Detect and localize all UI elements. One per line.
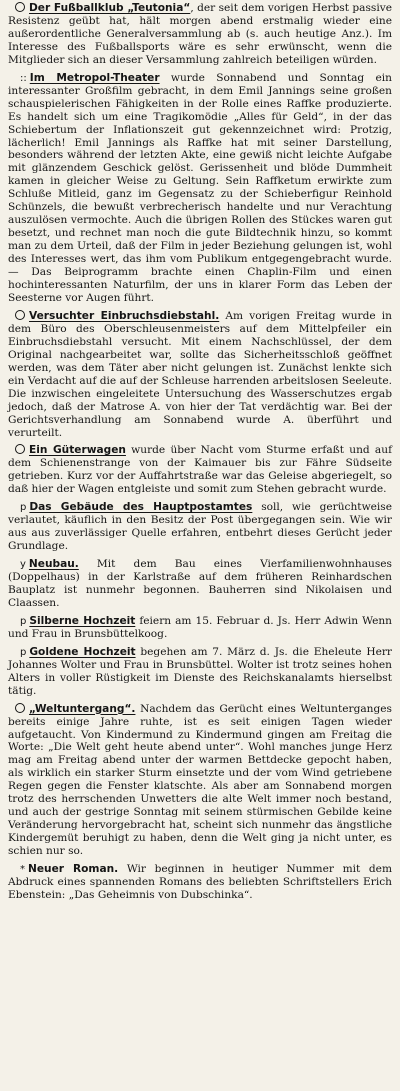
article-headline: Der Fußballklub „Teutonia“ <box>29 2 191 14</box>
article-body: Nachdem das Gerücht eines Weltunterganges bereits einige Jahre ruhte, ist es seit einigen Tagen wieder aufgetaucht. Von Kindermund zu Kindermund gingen am Freitag die Worte: „Die Welt geht heute abend unter“. Wohl manches junge Herz mag am Freitag abend unter der warmen Bettdecke gepocht haben, als wirklich ein starker Sturm einsetzte und der vom Wind getriebene Regen gegen die Fenster klatschte. Als aber am Sonnabend morgen trotz des herrschenden Unwetters die alte Welt immer noch bestand, und auch der gestrige Sonntag mit seinem stürmischen Gebilde keine Veränderung hervorgebracht hat, scheint sich nunmehr das ängstliche Kindergemüt beruhigt zu haben, denn die Welt ging ja nicht unter, es schien nur so. <box>8 702 392 858</box>
article-body: Mit dem Bau eines Vierfamilienwohnhauses (Doppelhaus) in der Karlstraße auf dem früheren Reinhardschen Bauplatz ist nunmehr begonnen. Bauherren sind Nikolaisen und Claassen. <box>8 558 392 609</box>
article-body: , der seit dem vorigen Herbst passive Resistenz geübt hat, hält morgen abend erstmalig wieder eine außerordentliche Generalversammlung ab (s. auch heutige Anz.). Im Interesse des Fußballsports wäre es sehr erwünscht, wenn die Mitglieder sich an dieser Versammlung zahlreich beteiligen würden. <box>8 2 393 66</box>
section-marker: p <box>20 615 27 627</box>
article-headline: Silberne Hochzeit <box>29 614 136 627</box>
article-body: wurde über Nacht vom Sturme erfaßt und auf dem Schienenstrange von der Kaimauer bis zur Fähre Südseite getrieben. Kurz vor der Auffahrtstraße war das Geleise abgeriegelt, so daß hier der Wagen entgleiste und somit zum Stehen gebracht wurde. <box>8 444 392 496</box>
article-headline: Das Gebäude des Hauptpostamtes <box>29 501 253 514</box>
circle-bullet-icon <box>15 2 25 12</box>
article-headline: Goldene Hochzeit <box>29 645 136 658</box>
article-fussballklub <box>8 2 392 67</box>
article-hauptpostamt <box>8 501 392 553</box>
article-headline: Neuer Roman. <box>28 863 119 876</box>
article-headline: Neubau. <box>28 558 79 571</box>
section-marker: p <box>20 502 27 514</box>
article-weltuntergang <box>8 703 392 858</box>
asterisk-marker: * <box>20 864 25 876</box>
article-body: Wir beginnen in heutiger Nummer mit dem Abdruck eines spannenden Romans des beliebten Schriftstellers Erich Ebenstein: „Das Geheimnis von Dubschinka“. <box>8 863 393 901</box>
article-einbruchsdiebstahl <box>8 310 392 440</box>
article-body: Am vorigen Freitag wurde in dem Büro des Oberschleusenmeisters auf dem Mittelpfeiler ein Einbruchsdiebstahl versucht. Mit einem Nachschlüssel, der dem Original nachgearbeitet war, sollte das Sicherheitsschloß geöffnet werden, was dem Täter aber nicht gelungen ist. Zunächst lenkte sich ein Verdacht auf die auf der Schleuse harrenden arbeitslosen Seeleute. Die inzwischen eingeleitete Untersuchung des Wasserschutzes ergab jedoch, daß der Matrose A. von hier der Tat verdächtig war. Bei der Gerichtsverhandlung am Sonnabend wurde A. überführt und verurteilt. <box>8 309 392 439</box>
circle-bullet-icon <box>15 703 25 713</box>
article-headline: Im Metropol-Theater <box>29 71 160 84</box>
circle-bullet-icon <box>15 310 25 320</box>
article-goldene-hochzeit <box>8 646 392 698</box>
article-gueterwagen <box>8 444 392 496</box>
article-body: wurde Sonnabend und Sonntag ein interessanter Großfilm gebracht, in dem Emil Jannings seine großen schauspielerischen Fähigkeiten in der Rolle eines Raffke produzierte. Es handelt sich um eine Tragikomödie „Alles für Geld“, in der das Schiebertum der Inflationszeit gut gekennzeichnet wird: Protzig, lächerlich! Emil Jannings als Raffke hat mit seiner Darstellung, besonders während der letzten Akte, eine gewiß nicht leichte Aufgabe mit glänzendem Geschick gelöst. Gerissenheit und blöde Dummheit kamen in gleicher Weise zu Geltung. Sein Raffketum erwirkte zum Schluße Mitleid, ganz im Gegensatz zu der Schieberfigur Reinhold Schünzels, die bewußt verbrecherisch handelte und nur Verachtung auszulösen vermochte. Auch die übrigen Rollen des Stückes waren gut besetzt, und rechnet man noch die gute Bildtechnik hinzu, so kommt man zu dem Urteil, daß der Film in jeder Beziehung gelungen ist, wohl des Interesses wert, das ihm vom Publikum entgegengebracht wurde. — Das Beiprogramm brachte einen Chaplin-Film und einen hochinteressanten Naturfilm, der uns in klarer Form das Leben der Seesterne vor Augen führt. <box>8 71 392 304</box>
article-neuer-roman <box>8 863 392 902</box>
article-body: feiern am 15. Februar d. Js. Herr Adwin Wenn und Frau in Brunsbüttelkoog. <box>8 614 393 640</box>
section-marker: p <box>20 646 27 658</box>
article-headline: Ein Güterwagen <box>29 444 126 457</box>
article-neubau <box>8 558 392 610</box>
article-silberne-hochzeit <box>8 615 392 641</box>
article-headline: „Weltuntergang“. <box>29 702 136 715</box>
section-marker: y <box>20 559 26 571</box>
double-colon-marker: :: <box>20 72 27 84</box>
article-metropol-theater <box>8 72 392 305</box>
circle-bullet-icon <box>15 444 25 454</box>
article-body: soll, wie gerüchtweise verlautet, käuflich in den Besitz der Post übergegangen sein. Wie wir aus aus zuverlässiger Quelle erfahren, entbehrt dieses Gerücht jeder Grundlage. <box>8 501 392 553</box>
article-headline: Versuchter Einbruchsdiebstahl. <box>29 309 220 322</box>
article-body: begehen am 7. März d. Js. die Eheleute Herr Johannes Wolter und Frau in Brunsbüttel. Wolter ist trotz seines hohen Alters in voller Rüstigkeit im Dienste des Reichskanalamts hierselbst tätig. <box>8 645 392 697</box>
